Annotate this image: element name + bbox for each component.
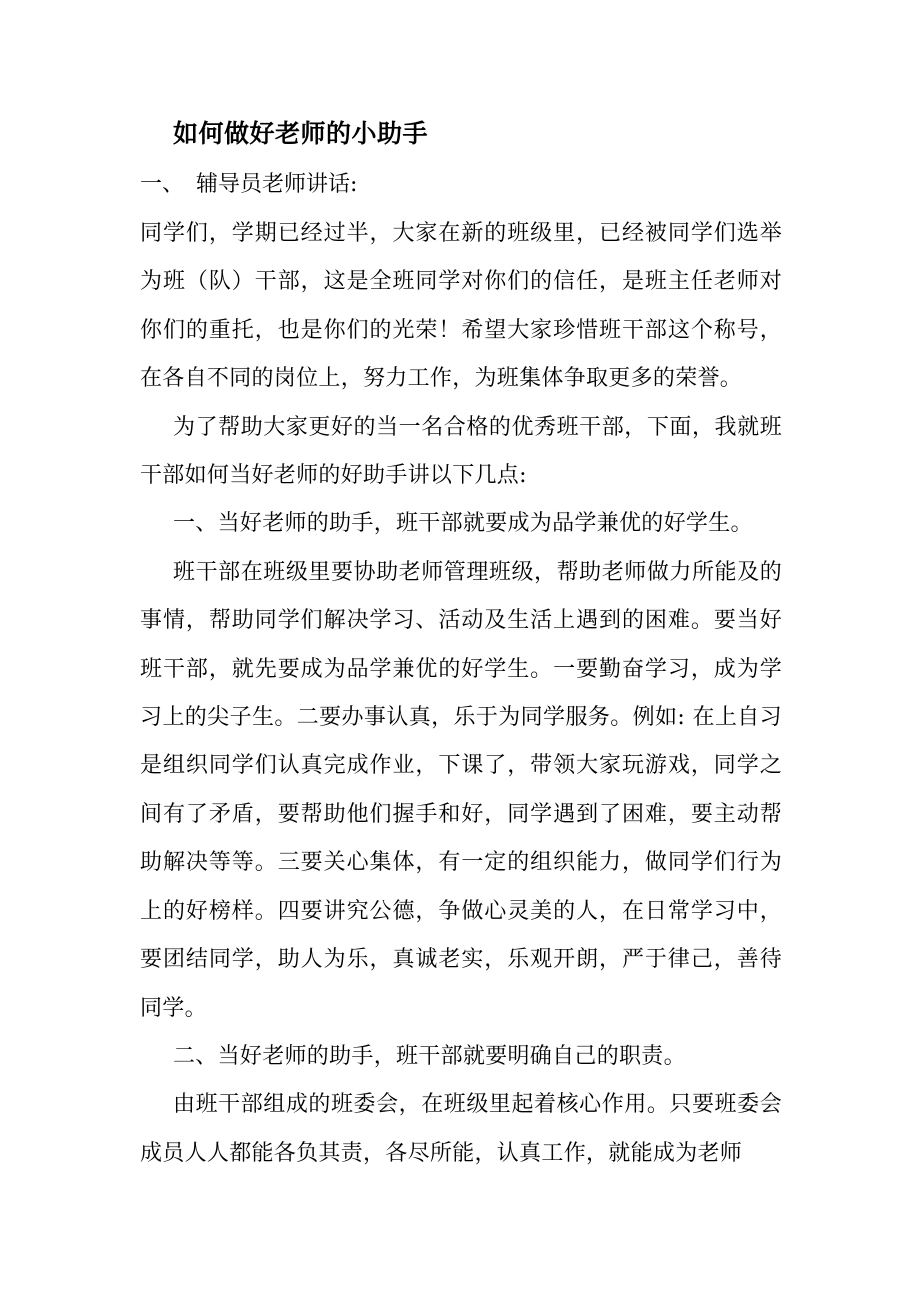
section-heading: [140, 167, 357, 198]
document-body: [140, 210, 782, 1178]
paragraph: 由班干部组成的班委会，在班级里起着核心作用。只要班委会成员人人都能各负其责，各尽所能，认真工作，就能成为老师: [140, 1092, 782, 1166]
subheading-one: 一、当好老师的助手，班干部就要成为品学兼优的好学生。: [173, 511, 753, 537]
paragraph: 班干部在班级里要协助老师管理班级，帮助老师做力所能及的事情，帮助同学们解决学习、活动及生活上遇到的困难。要当好班干部，就先要成为品学兼优的好学生。一要勤奋学习，成为学习上的尖子生。二要办事认真，乐于为同学服务。例如: 在上自习是组织同学们认真完成作业，下课了，带领大家玩游戏，同学之间有了矛盾，要帮助他们握手和好，同学遇到了困难，要主动帮助解决等等。三要关心集体，有一定的组织能力，做同学们行为上的好榜样。四要讲究公德，争做心灵美的人，在日常学习中，要团结同学，助人为乐，真诚老实，乐观开朗，严于律己，善待同学。: [140, 559, 782, 1021]
section-number: 一、: [140, 172, 185, 197]
paragraph: 为了帮助大家更好的当一名合格的优秀班干部，下面，我就班干部如何当好老师的好助手讲以下几点:: [140, 414, 782, 489]
subheading-two: 二、当好老师的助手，班干部就要明确自己的职责。: [173, 1043, 686, 1069]
document-title: 如何做好老师的小助手: [173, 119, 429, 148]
paragraph: 同学们，学期已经过半，大家在新的班级里，已经被同学们选举为班（队）干部，这是全班同学对你们的信任，是班主任老师对你们的重托，也是你们的光荣！希望大家珍惜班干部这个称号，在各自不同的岗位上，努力工作，为班集体争取更多的荣誉。: [140, 221, 782, 392]
section-heading-text: 辅导员老师讲话:: [196, 172, 358, 197]
